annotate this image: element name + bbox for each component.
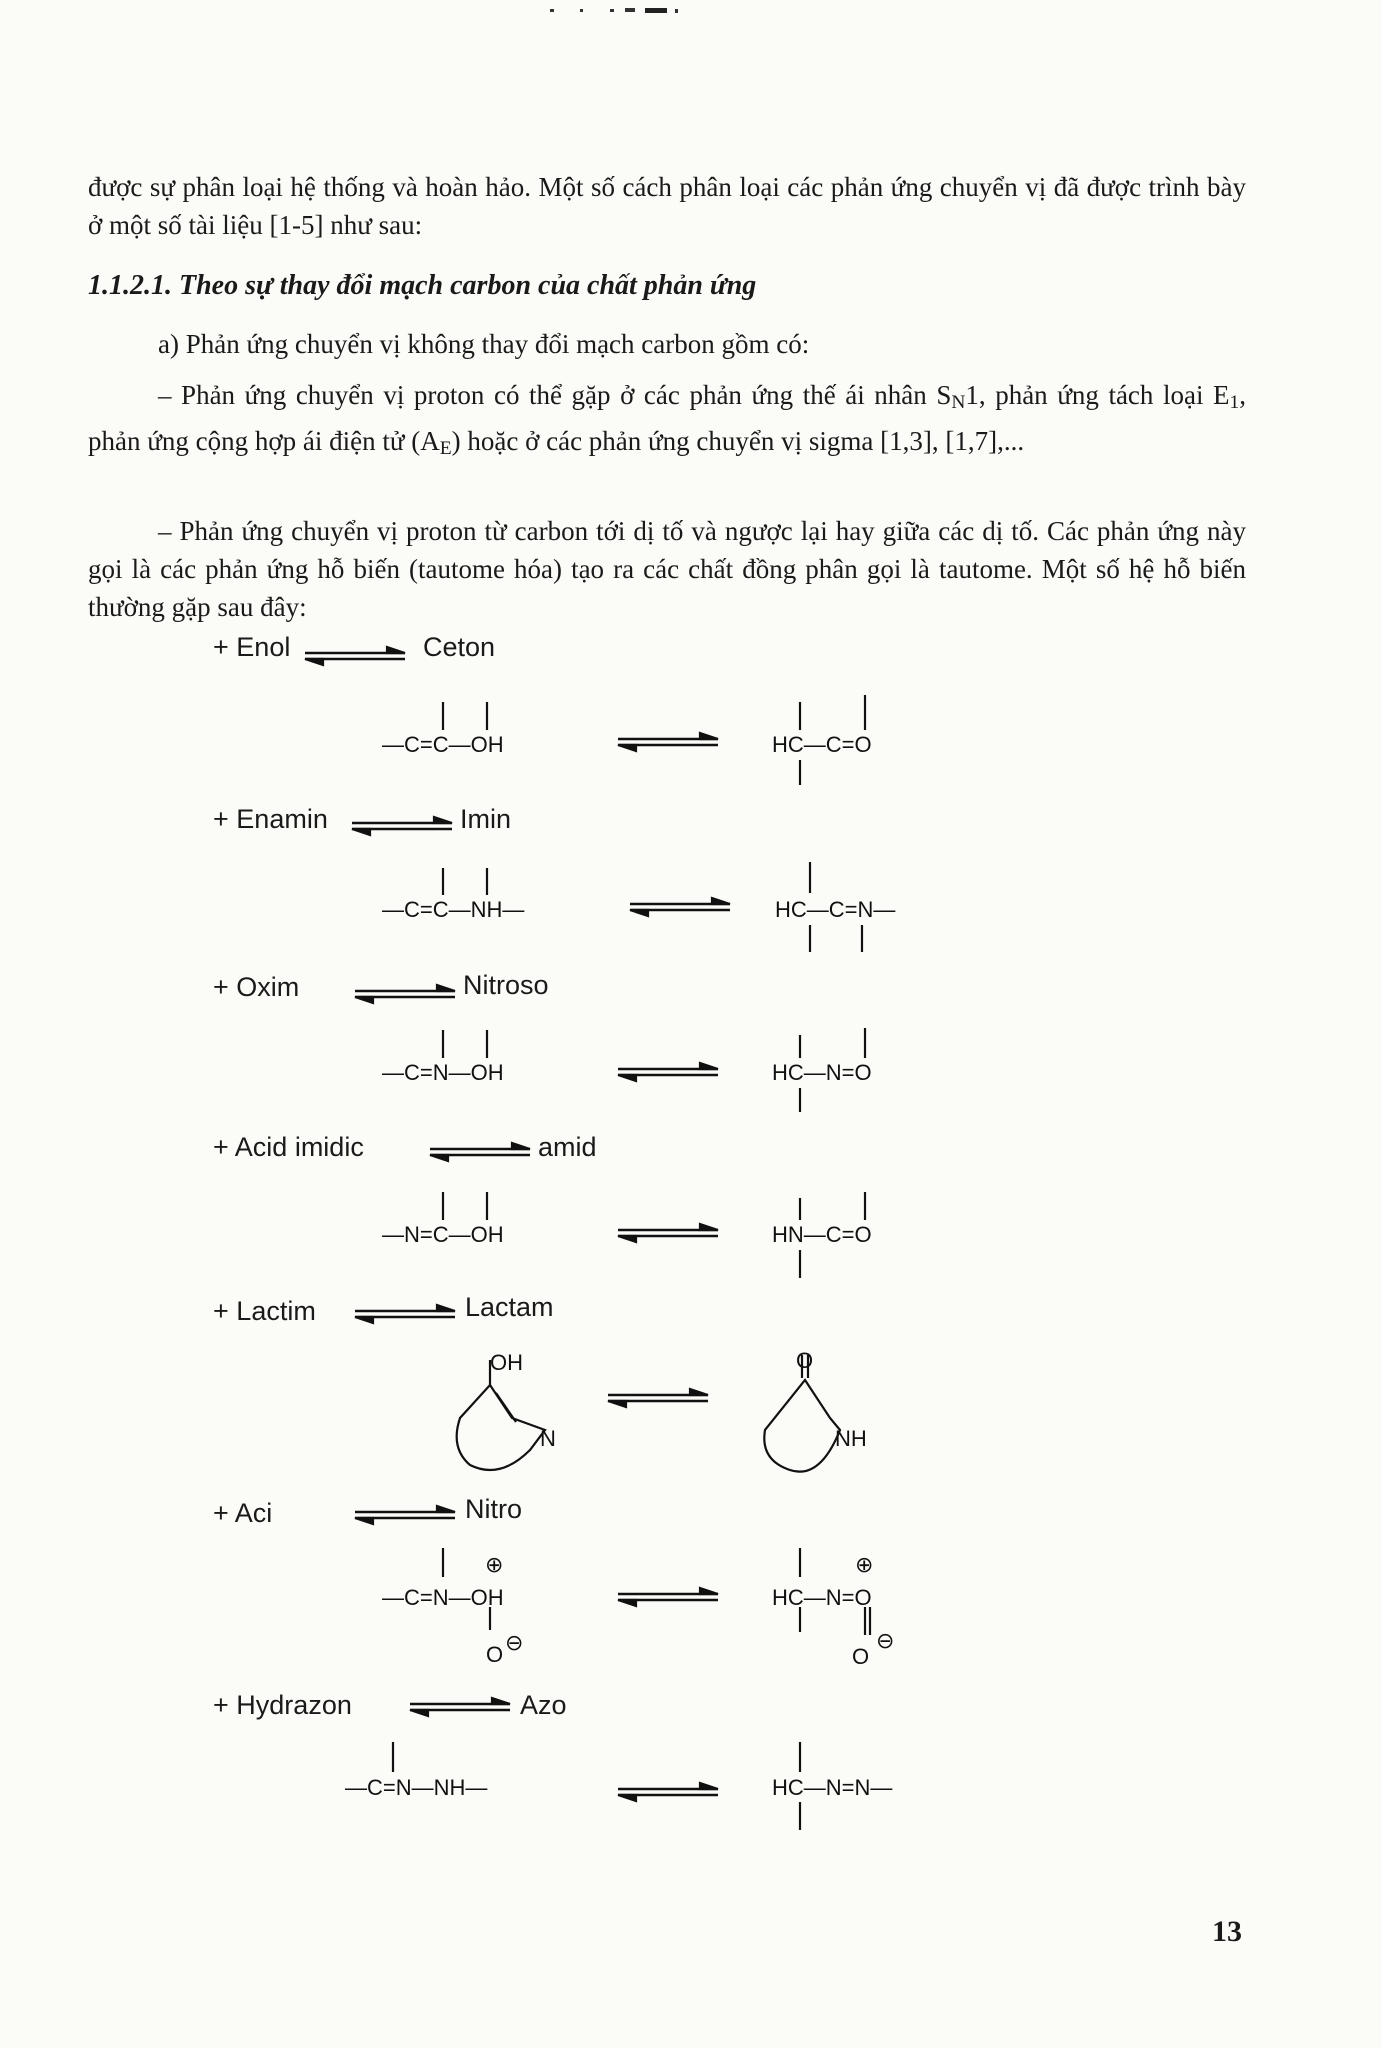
equilibrium-arrow [305, 647, 405, 665]
negative-charge: ⊖ [876, 1628, 895, 1653]
subscript-1: 1 [1229, 391, 1240, 413]
nitro-structure: HC—N=O [772, 1585, 872, 1610]
text-fragment: ) hoặc ở các phản ứng chuyển vị sigma [1,3], [1,7],... [451, 425, 1025, 456]
equilibrium-arrow [608, 1389, 708, 1407]
subscript-n: N [951, 391, 966, 413]
text-fragment: – Phản ứng chuyển vị proton có thể gặp ở các phản ứng thế ái nhân S [158, 380, 952, 410]
tautomer-enol-label: + Enol [213, 632, 291, 662]
text-fragment: – Phản ứng chuyển vị proton từ carbon tới dị tố và ngược lại hay giữa các dị tố. Các phản ứng này gọi là các phản ứng hỗ biến (tautome hóa) tạo ra các chất đồng phân gọi là tautome. Một số hệ hỗ biến thường gặp sau đây: [88, 516, 1246, 622]
amid-structure: HN—C=O [772, 1222, 872, 1247]
tautomer-aci-label: + Aci [213, 1498, 273, 1528]
equilibrium-arrow [618, 733, 718, 751]
equilibrium-arrow [410, 1698, 510, 1716]
lactim-oh-label: OH [490, 1350, 523, 1375]
tautomer-enamin-label: + Enamin [213, 804, 328, 834]
paragraph-intro: được sự phân loại hệ thống và hoàn hảo. Một số cách phân loại các phản ứng chuyển vị đã được trình bày ở một số tài liệu [1-5] như sau: [88, 172, 1246, 240]
enamin-structure: —C=C—NH— [382, 897, 525, 922]
enol-structure: —C=C—OH [382, 732, 504, 757]
ceton-structure: HC—C=O [772, 732, 872, 757]
equilibrium-arrow [355, 1305, 455, 1323]
imidic-structure: —N=C—OH [382, 1222, 504, 1247]
azo-structure: HC—N=N— [772, 1775, 893, 1800]
tautomer-oxim-label: + Oxim [213, 972, 300, 1002]
equilibrium-arrow [355, 985, 455, 1003]
lactam-o-label: O [796, 1348, 814, 1373]
tautomer-azo-label: Azo [520, 1690, 567, 1720]
tautomer-imidic-label: + Acid imidic [213, 1132, 364, 1162]
lactam-nh-label: NH [835, 1426, 867, 1451]
oxim-structure: —C=N—OH [382, 1060, 504, 1085]
equilibrium-arrow [630, 898, 730, 916]
page-number: 13 [1212, 1915, 1242, 1948]
nitro-oxygen: O [852, 1644, 870, 1669]
equilibrium-arrow [352, 817, 452, 835]
tautomer-lactam-label: Lactam [465, 1292, 554, 1322]
imin-structure: HC—C=N— [775, 897, 896, 922]
tautomer-hydrazon-label: + Hydrazon [213, 1690, 352, 1720]
section-heading: 1.1.2.1. Theo sự thay đổi mạch carbon của chất phản ứng [88, 270, 757, 301]
text-fragment: 1, phản ứng tách loại E [965, 380, 1230, 410]
tautomer-imin-label: Imin [460, 804, 512, 834]
equilibrium-arrow [618, 1783, 718, 1801]
negative-charge: ⊖ [505, 1630, 524, 1655]
tautomer-amid-label: amid [538, 1132, 597, 1162]
equilibrium-arrow [618, 1224, 718, 1242]
equilibrium-arrow [618, 1063, 718, 1081]
tautomer-nitroso-label: Nitroso [463, 970, 549, 1000]
paragraph-a: a) Phản ứng chuyển vị không thay đổi mạch carbon gồm có: [158, 329, 810, 359]
tautomer-nitro-label: Nitro [465, 1494, 523, 1524]
equilibrium-arrow [355, 1506, 455, 1524]
text-fragment: , phản ứng cộng hợp ái điện tử (A [88, 380, 1246, 456]
aci-structure: —C=N—OH [382, 1585, 504, 1610]
hydrazon-structure: —C=N—NH— [345, 1775, 488, 1800]
subscript-e: E [439, 437, 452, 459]
aci-oxygen: O [486, 1642, 504, 1667]
equilibrium-arrow [430, 1143, 530, 1161]
lactim-n-label: N [540, 1426, 556, 1451]
equilibrium-arrow [618, 1588, 718, 1606]
positive-charge: ⊕ [485, 1552, 504, 1577]
tautomer-ceton-label: Ceton [423, 632, 496, 662]
tautomer-lactim-label: + Lactim [213, 1296, 316, 1326]
nitroso-structure: HC—N=O [772, 1060, 872, 1085]
positive-charge: ⊕ [855, 1552, 874, 1577]
